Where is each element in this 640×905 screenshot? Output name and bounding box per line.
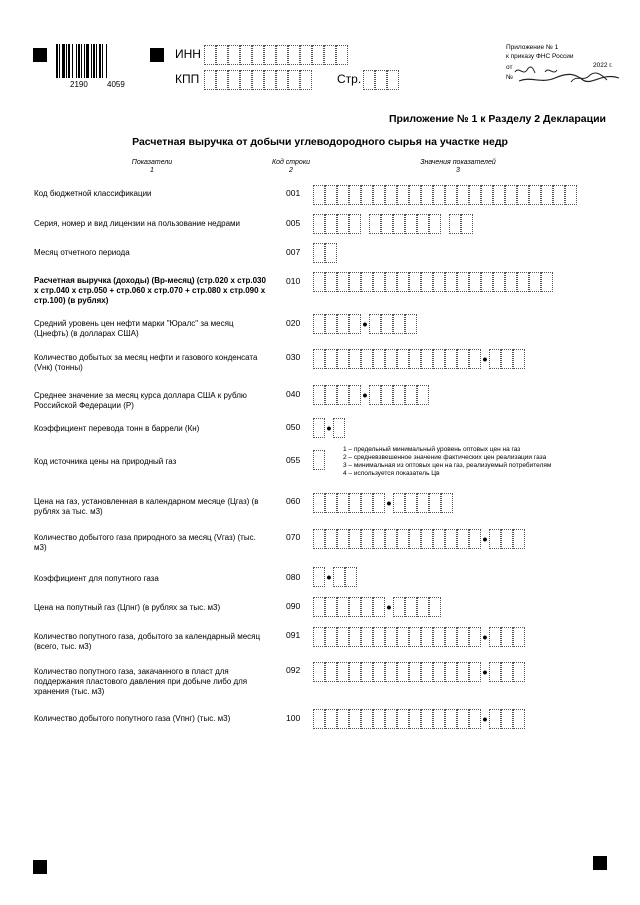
field-092[interactable] [313, 662, 525, 682]
row-code-007: 007 [286, 247, 301, 257]
registration-marker [33, 860, 47, 874]
field-030[interactable] [313, 349, 525, 369]
page-title: Расчетная выручка от добычи углеводородного сырья на участке недр [132, 136, 508, 148]
field-091[interactable] [313, 627, 525, 647]
row-label-005: Серия, номер и вид лицензии на пользование недрами [34, 219, 240, 228]
row-label-080: Коэффициент для попутного газа [34, 574, 159, 583]
field-050[interactable] [313, 418, 345, 438]
registration-marker [150, 48, 164, 62]
row-code-060: 060 [286, 496, 301, 506]
decimal-point: • [482, 664, 488, 680]
registration-marker [33, 48, 47, 62]
page-cells[interactable] [363, 70, 399, 90]
order-line-1: Приложение № 1 [506, 44, 559, 51]
handwritten-order-details [511, 64, 623, 84]
row-code-050: 050 [286, 422, 301, 432]
decimal-point: • [326, 420, 332, 436]
row-code-091: 091 [286, 630, 301, 640]
kpp-cells[interactable] [204, 70, 312, 90]
row-code-080: 080 [286, 572, 301, 582]
decimal-point: • [482, 629, 488, 645]
page-label: Стр. [337, 72, 362, 86]
field-005[interactable] [313, 214, 473, 234]
row-code-040: 040 [286, 389, 301, 399]
row-code-030: 030 [286, 352, 301, 362]
order-from-label: от [506, 64, 513, 71]
column-header-values: Значения показателей 3 [420, 159, 496, 174]
barcode [56, 44, 136, 78]
row-code-092: 092 [286, 665, 301, 675]
field-010[interactable] [313, 272, 553, 292]
field-020[interactable] [313, 314, 417, 334]
order-line-2: к приказу ФНС России [506, 53, 574, 60]
field-060[interactable] [313, 493, 453, 513]
decimal-point: • [362, 387, 368, 403]
column-header-indicators: Показатели 1 [131, 159, 173, 174]
row-label-020: Средний уровень цен нефти марки "Юралс" за месяц (Цнефть) (в долларах США) [34, 319, 234, 338]
row-label-001: Код бюджетной классификации [34, 189, 152, 198]
kpp-label: КПП [175, 72, 200, 86]
row-code-055: 055 [286, 455, 301, 465]
row-code-070: 070 [286, 532, 301, 542]
decimal-point: • [362, 316, 368, 332]
field-100[interactable] [313, 709, 525, 729]
row-label-010: Расчетная выручка (доходы) (Вр-месяц) (стр.020 x стр.030 x стр.040 x стр.050 + стр.060 x стр.070 + стр.080 x стр.090 x стр.100) (в рублях) [34, 276, 266, 305]
row-code-005: 005 [286, 218, 301, 228]
row-label-050: Коэффициент перевода тонн в баррели (Кн) [34, 424, 200, 433]
row-label-030: Количество добытых за месяц нефти и газового конденсата (Vнк) (тонны) [34, 353, 258, 372]
row-label-055: Код источника цены на природный газ [34, 457, 177, 466]
row-label-092: Количество попутного газа, закачанного в пласт для поддержания пластового давления при добыче либо для хранения (тыс. м3) [34, 667, 248, 696]
field-080[interactable] [313, 567, 357, 587]
row-code-001: 001 [286, 188, 301, 198]
decimal-point: • [386, 495, 392, 511]
field-090[interactable] [313, 597, 441, 617]
field-001[interactable] [313, 185, 577, 205]
barcode-number-left: 2190 [70, 80, 88, 89]
row-label-007: Месяц отчетного периода [34, 248, 130, 257]
column-header-line-code: Код строки 2 [271, 159, 311, 174]
inn-label: ИНН [175, 47, 201, 61]
field-040[interactable] [313, 385, 429, 405]
decimal-point: • [482, 531, 488, 547]
registration-marker [593, 856, 607, 870]
decimal-point: • [482, 711, 488, 727]
row-code-020: 020 [286, 318, 301, 328]
field-055[interactable] [313, 450, 325, 470]
row-code-100: 100 [286, 713, 301, 723]
row-label-090: Цена на попутный газ (Цпнг) (в рублях за тыс. м3) [34, 603, 221, 612]
row-label-100: Количество добытого попутного газа (Vпнг) (тыс. м3) [34, 714, 231, 723]
order-number-label: № [506, 74, 513, 81]
appendix-title: Приложение № 1 к Разделу 2 Декларации [388, 113, 606, 125]
field-070[interactable] [313, 529, 525, 549]
row-label-060: Цена на газ, установленная в календарном месяце (Цгаз) (в рублях за тыс. м3) [34, 497, 259, 516]
inn-cells[interactable] [204, 45, 348, 65]
row-label-091: Количество попутного газа, добытого за календарный месяц (всего, тыс. м3) [34, 632, 261, 651]
decimal-point: • [386, 599, 392, 615]
price-source-legend: 1 – предельный минимальный уровень оптовых цен на газ 2 – средневзвешенное значение фактических цен реализации газа 3 – минимальная из оптовых цен на газ, реализуемый потребителям 4 – используется показатель Цв [343, 446, 552, 477]
row-label-070: Количество добытого газа природного за месяц (Vгаз) (тыс. м3) [34, 533, 256, 552]
decimal-point: • [326, 569, 332, 585]
order-year: 2022 г. [593, 62, 613, 69]
field-007[interactable] [313, 243, 337, 263]
row-code-010: 010 [286, 276, 301, 286]
row-code-090: 090 [286, 601, 301, 611]
barcode-number-right: 4059 [107, 80, 125, 89]
row-label-040: Среднее значение за месяц курса доллара США к рублю Российской Федерации (Р) [34, 391, 247, 410]
decimal-point: • [482, 351, 488, 367]
